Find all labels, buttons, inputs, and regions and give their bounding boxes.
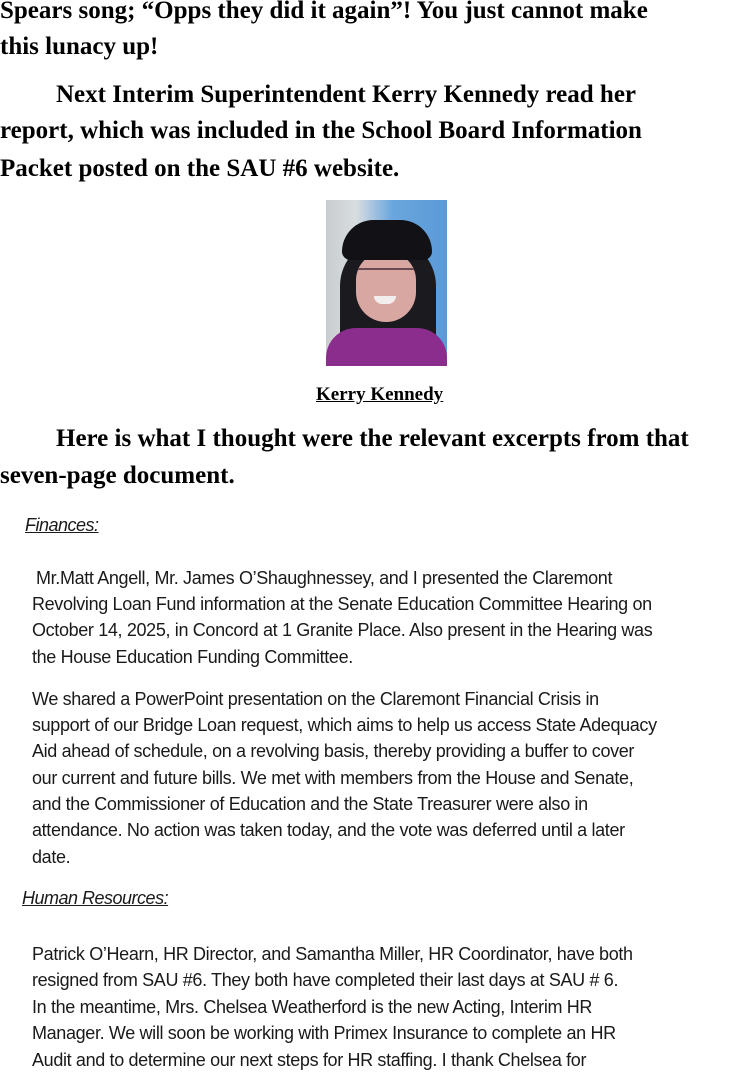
- excerpt-line: support of our Bridge Loan request, which aims to help us access State Adequacy: [32, 715, 657, 735]
- report-line: report, which was included in the School Board Information: [0, 117, 642, 144]
- report-line: Next Interim Superintendent Kerry Kennedy read her: [56, 81, 637, 108]
- human-resources-heading: Human Resources:: [22, 888, 169, 908]
- excerpt-line: October 14, 2025, in Concord at 1 Granite Place. Also present in the Hearing was: [32, 620, 653, 640]
- excerpt-intro-line: Here is what I thought were the relevant excerpts from that: [56, 425, 689, 452]
- excerpt-line: the House Education Funding Committee.: [32, 647, 353, 667]
- excerpt-line: Patrick O’Hearn, HR Director, and Samantha Miller, HR Coordinator, have both: [32, 944, 633, 964]
- excerpt-line: Aid ahead of schedule, on a revolving basis, thereby providing a buffer to cover: [32, 741, 635, 761]
- excerpt-line: In the meantime, Mrs. Chelsea Weatherford is the new Acting, Interim HR: [32, 997, 593, 1017]
- excerpt-intro-line: seven-page document.: [0, 462, 235, 489]
- intro-line: Spears song; “Opps they did it again”! You just cannot make: [0, 0, 648, 24]
- excerpt-line: We shared a PowerPoint presentation on the Claremont Financial Crisis in: [32, 689, 599, 709]
- excerpt-line: date.: [32, 847, 71, 867]
- kerry-kennedy-photo: [326, 200, 447, 366]
- excerpt-line: Revolving Loan Fund information at the Senate Education Committee Hearing on: [32, 594, 652, 614]
- excerpt-line: Audit and to determine our next steps for HR staffing. I thank Chelsea for: [32, 1050, 587, 1070]
- excerpt-line: our current and future bills. We met with members from the House and Senate,: [32, 768, 634, 788]
- photo-caption: Kerry Kennedy: [316, 384, 444, 405]
- finances-heading: Finances:: [25, 515, 99, 535]
- excerpt-line: attendance. No action was taken today, and the vote was deferred until a later: [32, 820, 625, 840]
- excerpt-line: Mr.Matt Angell, Mr. James O’Shaughnessey, and I presented the Claremont: [36, 568, 613, 588]
- report-line: Packet posted on the SAU #6 website.: [0, 155, 400, 182]
- excerpt-line: and the Commissioner of Education and the State Treasurer were also in: [32, 794, 588, 814]
- excerpt-line: resigned from SAU #6. They both have completed their last days at SAU # 6.: [32, 970, 619, 990]
- excerpt-line: Manager. We will soon be working with Primex Insurance to complete an HR: [32, 1023, 616, 1043]
- intro-line: this lunacy up!: [0, 33, 159, 60]
